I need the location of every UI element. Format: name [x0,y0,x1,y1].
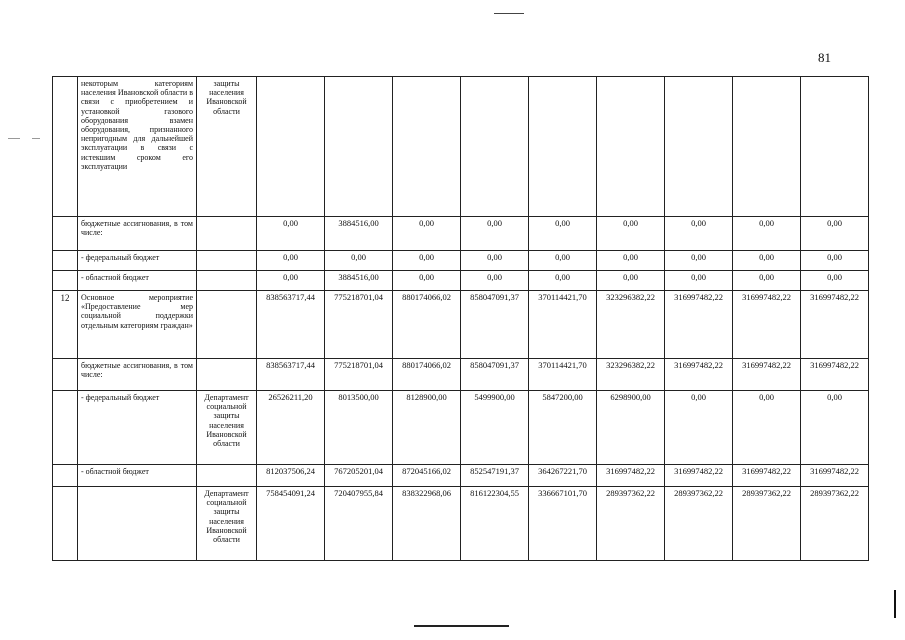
value-cell [393,77,461,217]
value-cell: 0,00 [529,271,597,291]
row-number-cell [53,251,78,271]
bottom-scan-line [414,625,509,627]
value-cell: 0,00 [597,217,665,251]
value-cell: 838563717,44 [257,291,325,359]
row-number-cell [53,271,78,291]
value-cell: 0,00 [257,251,325,271]
executor-cell: защиты населения Ивановской области [197,77,257,217]
row-name-cell: - областной бюджет [78,271,197,291]
value-cell: 0,00 [665,391,733,465]
row-number-cell: 12 [53,291,78,359]
value-cell: 0,00 [665,271,733,291]
row-number-cell [53,465,78,487]
row-name-cell: - федеральный бюджет [78,251,197,271]
scan-mark [8,138,20,139]
value-cell: 0,00 [393,251,461,271]
value-cell: 0,00 [733,271,801,291]
table-body [53,77,869,561]
value-cell: 3884516,00 [325,217,393,251]
value-cell: 8013500,00 [325,391,393,465]
value-cell: 0,00 [597,251,665,271]
top-scan-line [494,13,524,14]
value-cell: 0,00 [529,251,597,271]
value-cell: 316997482,22 [801,465,869,487]
value-cell [529,77,597,217]
value-cell: 0,00 [733,251,801,271]
row-number-cell [53,77,78,217]
right-edge-mark [894,590,896,618]
value-cell [257,77,325,217]
row-name-cell [78,487,197,561]
value-cell: 316997482,22 [733,359,801,391]
value-cell: 289397362,22 [665,487,733,561]
value-cell: 316997482,22 [665,359,733,391]
value-cell: 0,00 [801,391,869,465]
value-cell: 720407955,84 [325,487,393,561]
row-name-cell: бюджетные ассигнования, в том числе: [78,217,197,251]
value-cell: 858047091,37 [461,291,529,359]
value-cell: 316997482,22 [665,465,733,487]
table-row [53,271,869,291]
value-cell: 289397362,22 [733,487,801,561]
value-cell: 0,00 [325,251,393,271]
executor-cell [197,359,257,391]
value-cell: 838563717,44 [257,359,325,391]
row-name-cell: - федеральный бюджет [78,391,197,465]
executor-cell [197,465,257,487]
executor-cell [197,251,257,271]
value-cell: 852547191,37 [461,465,529,487]
value-cell: 758454091,24 [257,487,325,561]
table-row [53,391,869,465]
value-cell: 0,00 [801,251,869,271]
value-cell: 838322968,06 [393,487,461,561]
value-cell: 0,00 [393,271,461,291]
row-name-cell: - областной бюджет [78,465,197,487]
value-cell: 0,00 [665,251,733,271]
value-cell: 0,00 [529,217,597,251]
row-name-cell: бюджетные ассигнования, в том числе: [78,359,197,391]
value-cell: 0,00 [461,271,529,291]
value-cell: 872045166,02 [393,465,461,487]
budget-table [52,76,869,561]
value-cell: 0,00 [597,271,665,291]
value-cell: 8128900,00 [393,391,461,465]
value-cell: 336667101,70 [529,487,597,561]
value-cell: 0,00 [733,391,801,465]
value-cell: 775218701,04 [325,359,393,391]
value-cell: 26526211,20 [257,391,325,465]
executor-cell [197,271,257,291]
table-row [53,217,869,251]
row-name-cell: некоторым категориям населения Ивановской области в связи с приобретением и установкой газового оборудования взамен оборудования, признанного непригодным для дальнейшей эксплуатации в связи с истекшим сроком его эксплуатации [78,77,197,217]
value-cell: 816122304,55 [461,487,529,561]
value-cell: 6298900,00 [597,391,665,465]
table-row [53,487,869,561]
value-cell: 0,00 [801,271,869,291]
value-cell: 880174066,02 [393,291,461,359]
executor-cell: Департамент социальной защиты населения Ивановской области [197,391,257,465]
value-cell: 775218701,04 [325,291,393,359]
row-name-cell: Основное мероприятие «Предоставление мер социальной поддержки отдельным категориям граждан» [78,291,197,359]
row-number-cell [53,359,78,391]
row-number-cell [53,217,78,251]
executor-cell: Департамент социальной защиты населения Ивановской области [197,487,257,561]
value-cell: 289397362,22 [801,487,869,561]
value-cell: 289397362,22 [597,487,665,561]
value-cell [597,77,665,217]
value-cell: 370114421,70 [529,359,597,391]
value-cell: 323296382,22 [597,359,665,391]
executor-cell [197,291,257,359]
value-cell: 0,00 [733,217,801,251]
value-cell: 5847200,00 [529,391,597,465]
value-cell: 0,00 [801,217,869,251]
row-number-cell [53,391,78,465]
value-cell: 812037506,24 [257,465,325,487]
table-row [53,291,869,359]
value-cell: 0,00 [461,251,529,271]
table-row [53,251,869,271]
value-cell: 0,00 [665,217,733,251]
value-cell: 316997482,22 [801,291,869,359]
value-cell: 316997482,22 [665,291,733,359]
value-cell: 880174066,02 [393,359,461,391]
table-row [53,359,869,391]
value-cell [325,77,393,217]
value-cell: 316997482,22 [733,465,801,487]
value-cell: 316997482,22 [597,465,665,487]
row-number-cell [53,487,78,561]
value-cell [461,77,529,217]
value-cell: 316997482,22 [733,291,801,359]
value-cell: 3884516,00 [325,271,393,291]
value-cell [733,77,801,217]
value-cell [665,77,733,217]
table-row [53,465,869,487]
table-row [53,77,869,217]
value-cell: 323296382,22 [597,291,665,359]
value-cell [801,77,869,217]
value-cell: 364267221,70 [529,465,597,487]
value-cell: 0,00 [257,217,325,251]
value-cell: 767205201,04 [325,465,393,487]
value-cell: 858047091,37 [461,359,529,391]
executor-cell [197,217,257,251]
value-cell: 0,00 [461,217,529,251]
page-number: 81 [818,50,831,65]
value-cell: 0,00 [257,271,325,291]
value-cell: 370114421,70 [529,291,597,359]
value-cell: 316997482,22 [801,359,869,391]
value-cell: 0,00 [393,217,461,251]
scan-mark [32,138,40,139]
value-cell: 5499900,00 [461,391,529,465]
